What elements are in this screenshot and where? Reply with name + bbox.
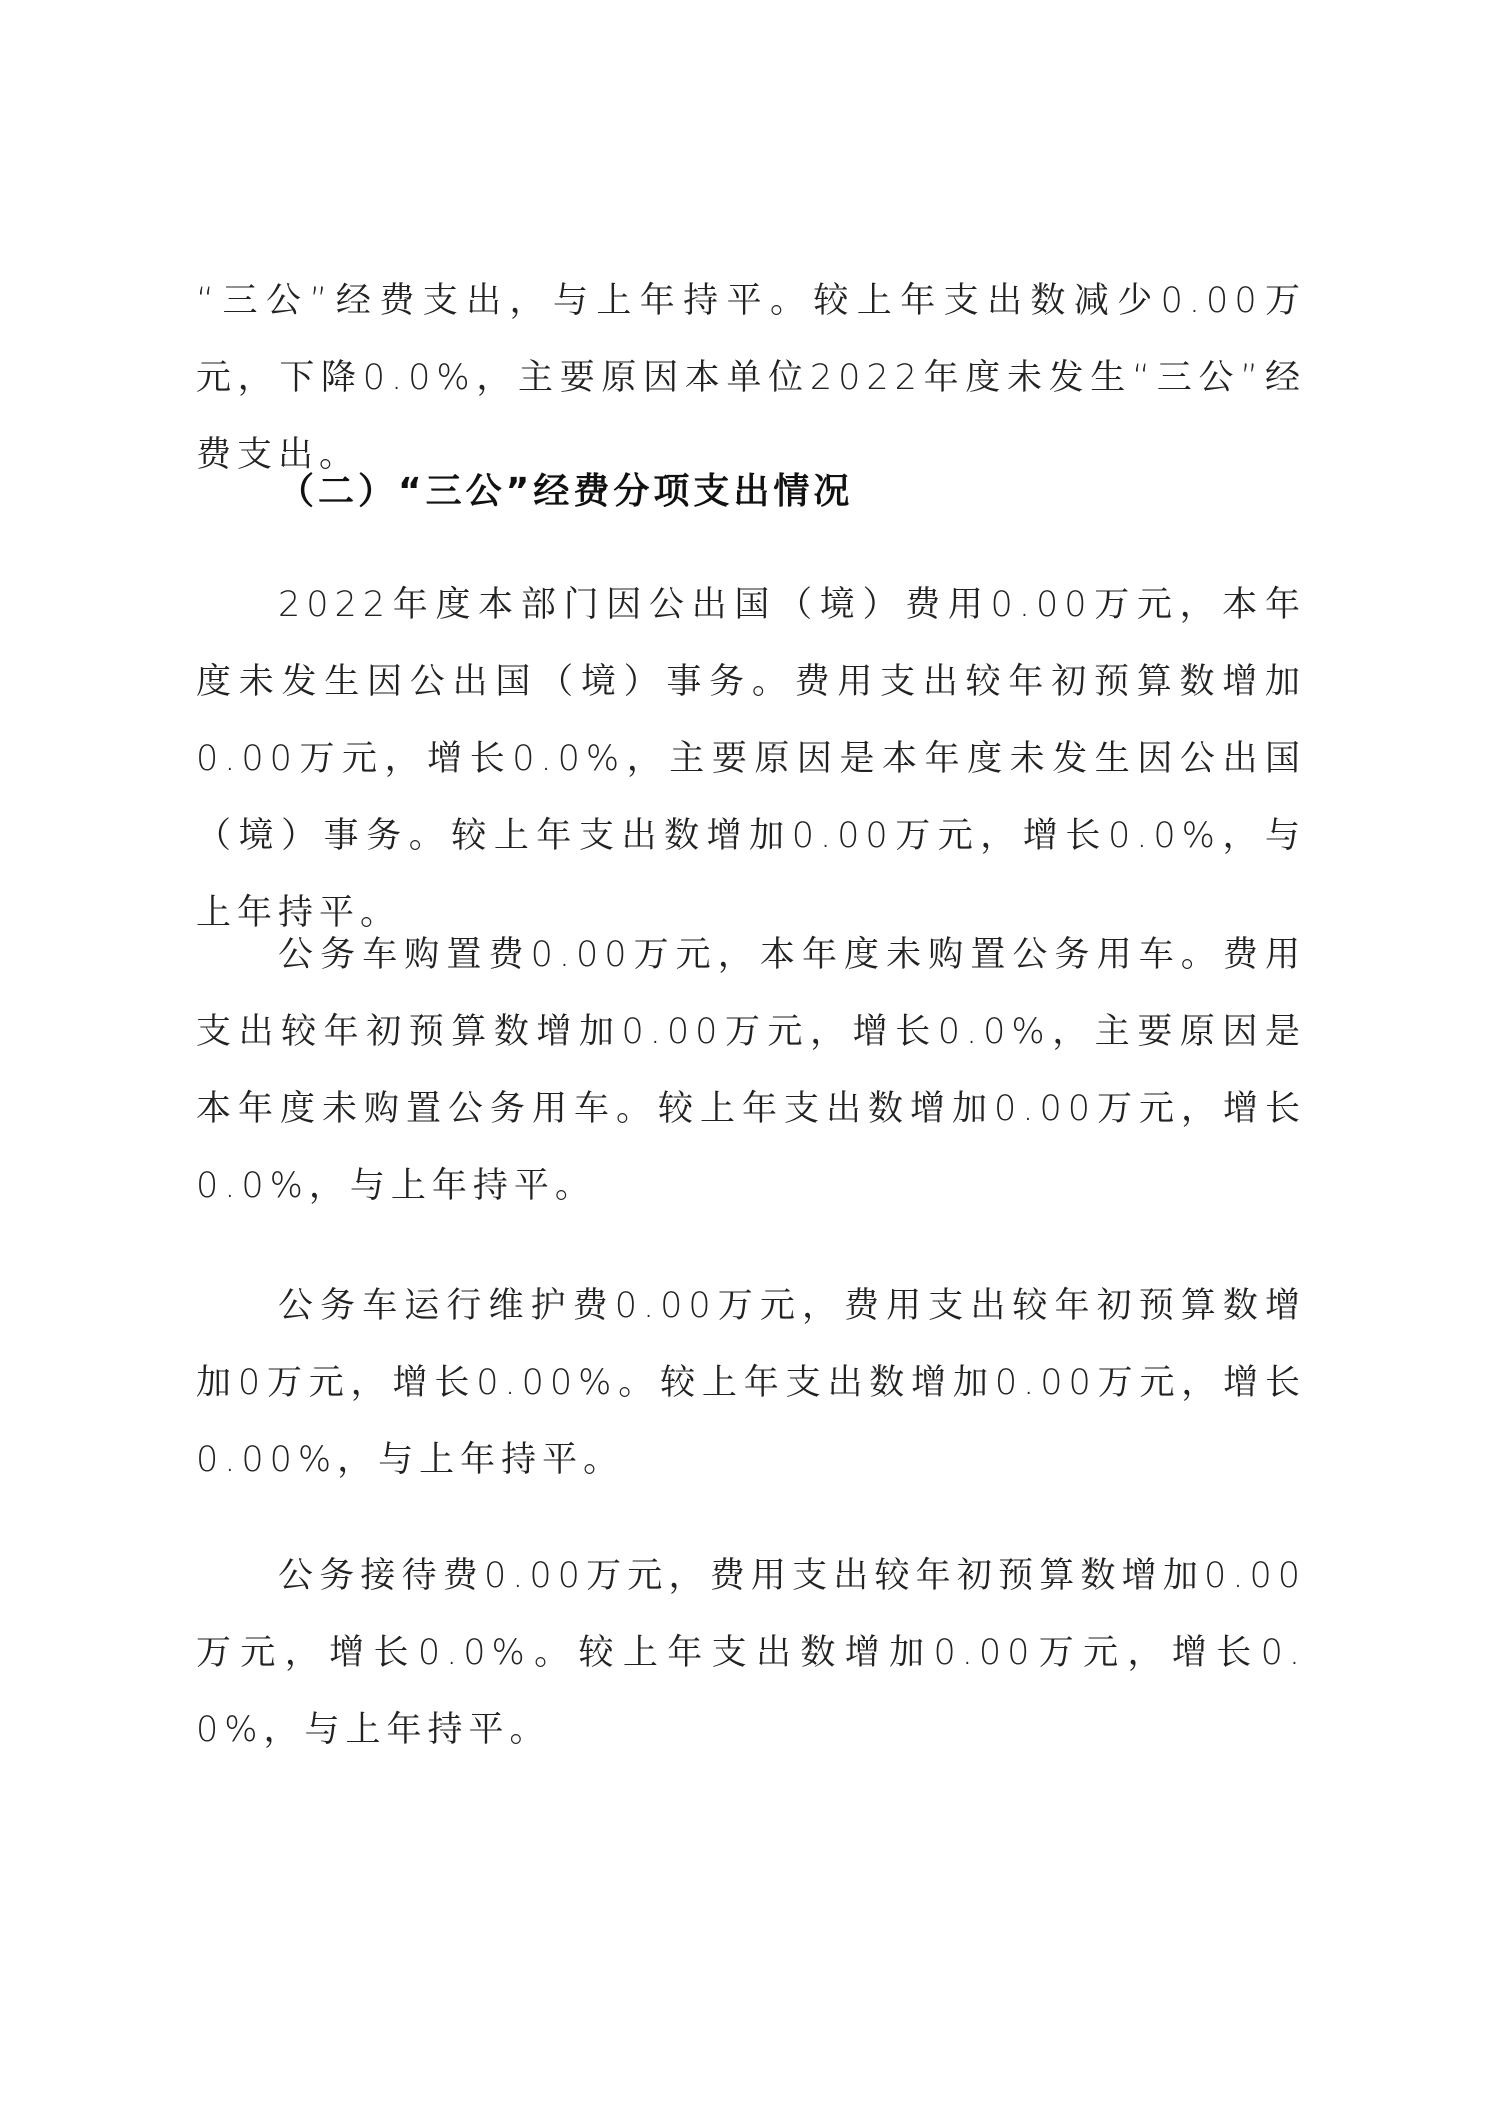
paragraph-vehicle-operation: 公务车运行维护费0.00万元，费用支出较年初预算数增加0万元，增长0.00%。较上年支出数增加0.00万元，增长0.00%，与上年持平。 <box>196 1286 1306 1480</box>
paragraph-reception-expense: 公务接待费0.00万元，费用支出较年初预算数增加0.00万元，增长0.0%。较上年支出数增加0.00万元，增长0.0%，与上年持平。 <box>196 1556 1306 1750</box>
paragraph-intro: “三公”经费支出，与上年持平。较上年支出数减少0.00万元，下降0.0%，主要原因本单位2022年度未发生“三公”经费支出。 <box>196 281 1306 475</box>
paragraph-abroad-expense: 2022年度本部门因公出国（境）费用0.00万元，本年度未发生因公出国（境）事务。费用支出较年初预算数增加0.00万元，增长0.0%，主要原因是本年度未发生因公出国（境）事务。较上年支出数增加0.00万元，增长0.0%，与上年持平。 <box>196 585 1306 933</box>
section-heading: （二）“三公”经费分项支出情况 <box>278 471 854 512</box>
paragraph-vehicle-purchase: 公务车购置费0.00万元，本年度未购置公务用车。费用支出较年初预算数增加0.00万元，增长0.0%，主要原因是本年度未购置公务用车。较上年支出数增加0.00万元，增长0.0%，与上年持平。 <box>196 935 1306 1206</box>
